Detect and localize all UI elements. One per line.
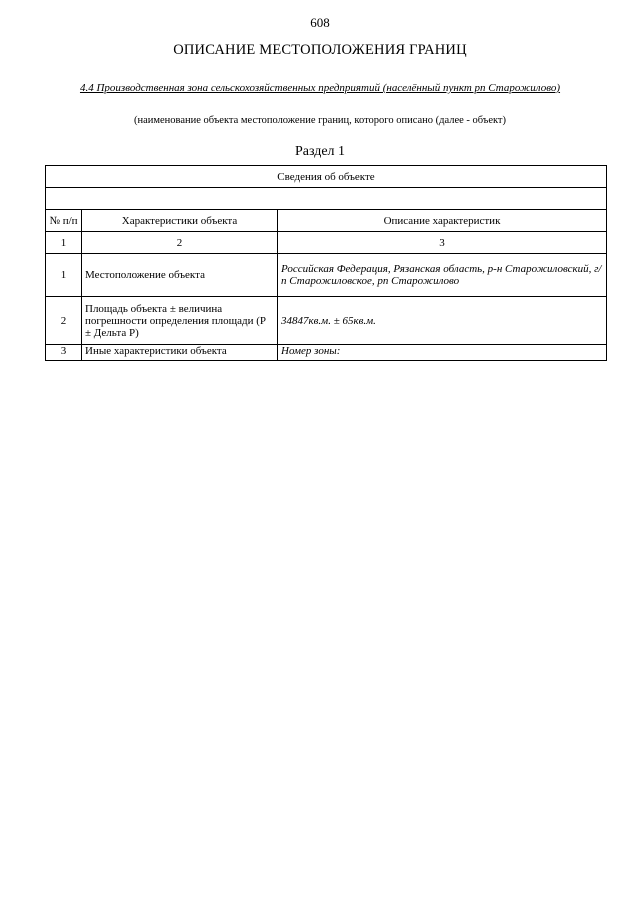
table-caption-row bbox=[46, 166, 607, 188]
row-characteristic: Местоположение объекта bbox=[82, 254, 278, 297]
numbering-cell: 3 bbox=[278, 232, 607, 254]
row-characteristic: Площадь объекта ± величина погрешности определения площади (Р ± Дельта Р) bbox=[82, 297, 278, 345]
table-row bbox=[46, 254, 607, 297]
header-characteristic: Характеристики объекта bbox=[82, 210, 278, 232]
table-spacer-cell bbox=[46, 188, 607, 210]
object-name-caption: (наименование объекта местоположение границ, которого описано (далее - объект) bbox=[133, 115, 507, 126]
section-title: Раздел 1 bbox=[294, 144, 346, 159]
numbering-cell: 2 bbox=[82, 232, 278, 254]
object-name-text: 4.4 Производственная зона сельскохозяйственных предприятий (населённый пункт рп Старожилово) bbox=[79, 82, 561, 94]
page-number: 608 bbox=[310, 15, 330, 30]
row-num: 1 bbox=[46, 254, 82, 297]
table-row bbox=[46, 297, 607, 345]
table-row bbox=[46, 345, 607, 361]
table-spacer-row bbox=[46, 188, 607, 210]
header-num: № п/п bbox=[46, 210, 82, 232]
table-numbering-row bbox=[46, 232, 607, 254]
row-description: 34847кв.м. ± 65кв.м. bbox=[278, 297, 607, 345]
numbering-cell: 1 bbox=[46, 232, 82, 254]
header-description: Описание характеристик bbox=[278, 210, 607, 232]
row-num: 2 bbox=[46, 297, 82, 345]
table-header-row bbox=[46, 210, 607, 232]
table-caption: Сведения об объекте bbox=[46, 166, 607, 188]
row-characteristic: Иные характеристики объекта bbox=[82, 345, 278, 361]
row-num: 3 bbox=[46, 345, 82, 361]
row-description: Номер зоны: bbox=[278, 345, 607, 361]
row-description: Российская Федерация, Рязанская область, р-н Старожиловский, г/п Старожиловское, рп Старожилово bbox=[278, 254, 607, 297]
object-name bbox=[0, 82, 640, 94]
object-info-table bbox=[45, 165, 607, 361]
document-title: ОПИСАНИЕ МЕСТОПОЛОЖЕНИЯ ГРАНИЦ bbox=[173, 42, 467, 58]
